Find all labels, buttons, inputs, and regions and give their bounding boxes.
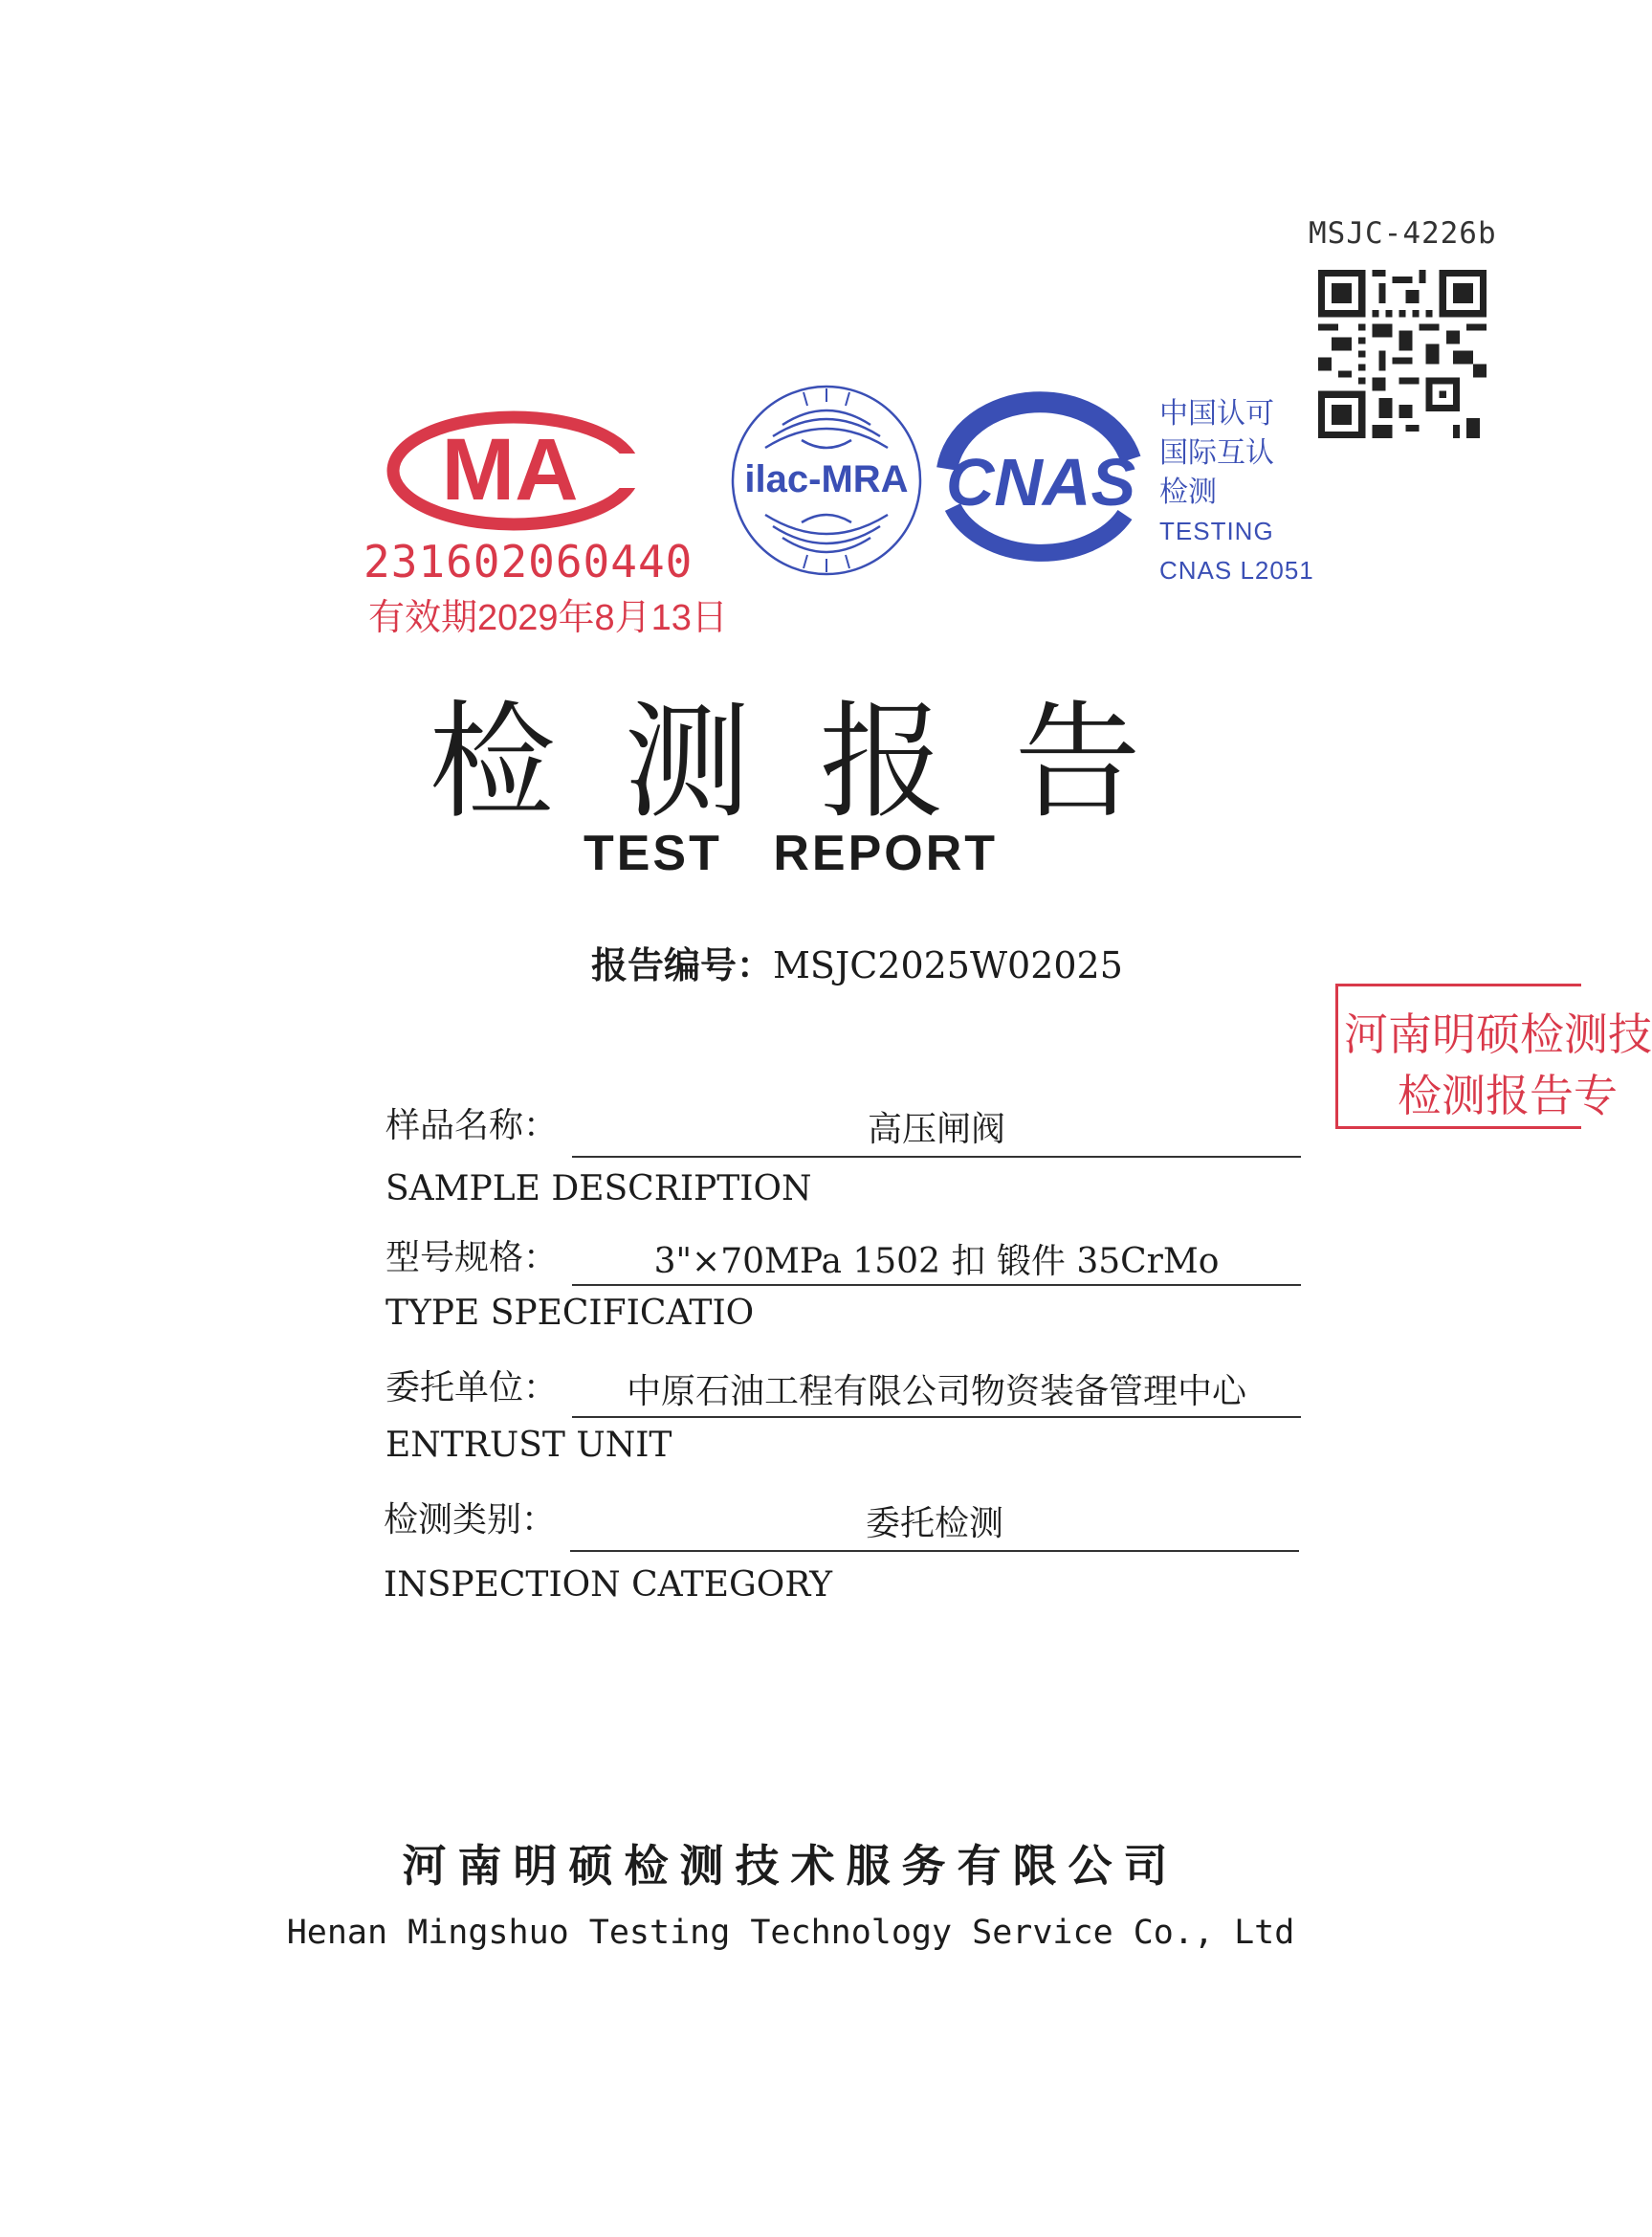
qr-code-icon [1318, 270, 1487, 438]
report-number-value: MSJC2025W02025 [773, 944, 1123, 986]
inspection-category-label: 检测类别： [384, 1500, 557, 1539]
model-spec-label: 型号规格： [385, 1238, 559, 1277]
report-number-label: 报告编号： [591, 946, 774, 986]
sample-name-label-en: SAMPLE DESCRIPTION [385, 1169, 812, 1208]
cnas-logo [926, 400, 1156, 572]
cma-certificate-number: 231602060440 [363, 536, 694, 587]
ilac-mra-logo [727, 381, 926, 580]
entrust-unit-value: 中原石油工程有限公司物资装备管理中心 [626, 1372, 1246, 1411]
inspection-category-label-en: INSPECTION CATEGORY [384, 1565, 833, 1605]
document-code: MSJC-4226b [1309, 216, 1497, 251]
company-name-en: Henan Mingshuo Testing Technology Service Co., Ltd [286, 1914, 1295, 1952]
cnas-line: 国际互认 [1159, 437, 1274, 469]
report-title-cn: 检测报告 [429, 689, 1210, 836]
svg-text:MA: MA [441, 421, 579, 519]
field-underline [572, 1284, 1301, 1286]
entrust-unit-label: 委托单位： [385, 1368, 559, 1407]
svg-text:CNAS: CNAS [945, 445, 1136, 520]
inspection-category-value: 委托检测 [865, 1504, 1003, 1543]
sample-name-value: 高压闸阀 [867, 1110, 1005, 1149]
sample-name-label: 样品名称： [385, 1106, 559, 1145]
model-spec-value: 3"×70MPa 1502 扣 锻件 35CrMo [653, 1242, 1220, 1281]
seal-line: 检测报告专 [1398, 1071, 1618, 1120]
company-seal-stamp [1335, 984, 1652, 1129]
cma-validity-date: 有效期2029年8月13日 [368, 598, 728, 638]
report-number [591, 936, 1123, 988]
entrust-unit-label-en: ENTRUST UNIT [385, 1426, 672, 1465]
report-title-en: TEST REPORT [583, 826, 999, 881]
seal-line: 河南明硕检测技 [1344, 1009, 1652, 1059]
cnas-line: CNAS L2051 [1159, 556, 1314, 585]
svg-text:ilac-MRA: ilac-MRA [744, 458, 909, 500]
cnas-accreditation-text [1159, 394, 1314, 590]
cnas-line: TESTING [1159, 517, 1274, 545]
field-underline [570, 1550, 1299, 1552]
cnas-line: 中国认可 [1159, 398, 1274, 430]
cma-stamp-logo [387, 410, 641, 532]
field-underline [572, 1156, 1301, 1158]
field-underline [572, 1416, 1301, 1418]
model-spec-label-en: TYPE SPECIFICATIO [385, 1294, 755, 1333]
company-name-cn: 河南明硕检测技术服务有限公司 [402, 1840, 1179, 1892]
cnas-line: 检测 [1159, 476, 1217, 508]
